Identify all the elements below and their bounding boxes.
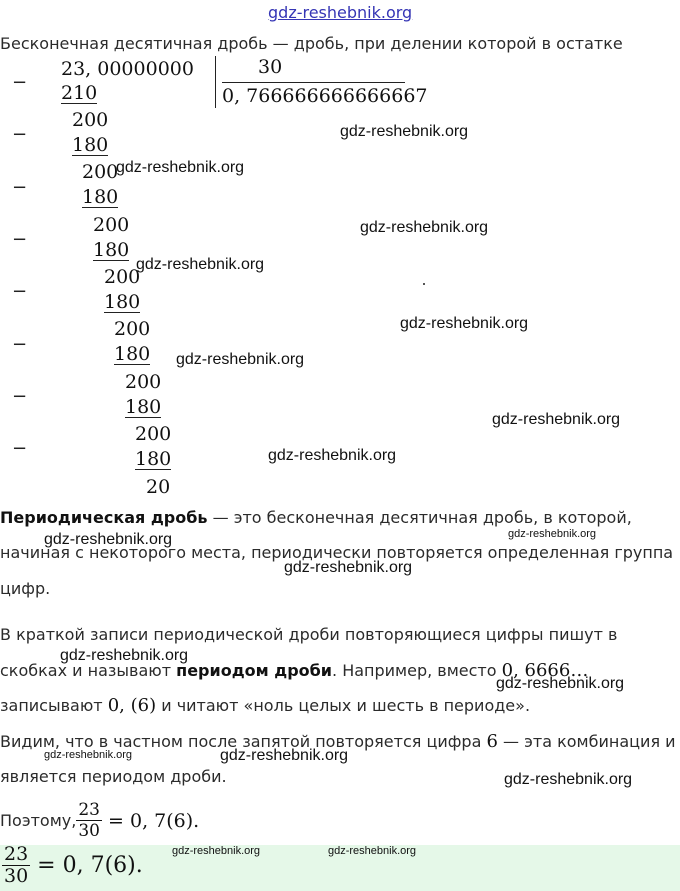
conclusion-line bbox=[0, 800, 199, 841]
period-notation: 0, (6) bbox=[107, 695, 157, 716]
quotient: 0, 766666666666667 bbox=[222, 85, 428, 107]
division-step: 200 bbox=[114, 318, 151, 340]
conclusion-result: = 0, 7(6). bbox=[101, 809, 200, 832]
example-number: 0, 6666… bbox=[501, 660, 589, 681]
division-step: 180 bbox=[125, 396, 162, 418]
division-step: 200 bbox=[125, 371, 162, 393]
minus-sign: − bbox=[12, 438, 28, 459]
watermark: gdz-reshebnik.org bbox=[44, 749, 133, 761]
watermark: gdz-reshebnik.org bbox=[176, 351, 305, 368]
answer-result: = 0, 7(6). bbox=[30, 853, 143, 878]
division-step: 180 bbox=[82, 186, 119, 208]
watermark: gdz-reshebnik.org bbox=[400, 315, 529, 332]
minus-sign: − bbox=[12, 334, 28, 355]
division-step: 200 bbox=[93, 214, 130, 236]
division-step: 180 bbox=[104, 291, 141, 313]
intro-text: Бесконечная десятичная дробь — дробь, при делении которой в остатке bbox=[0, 34, 623, 53]
minus-sign: − bbox=[12, 386, 28, 407]
fraction-numerator: 23 bbox=[4, 843, 29, 865]
watermark: gdz-reshebnik.org bbox=[268, 447, 397, 464]
definition-text: — это бесконечная десятичная дробь, в которой, bbox=[207, 508, 632, 527]
watermark: gdz-reshebnik.org bbox=[496, 675, 625, 692]
stray-dot bbox=[423, 283, 425, 285]
fraction-numerator: 23 bbox=[78, 800, 100, 820]
division-step: 180 bbox=[135, 448, 172, 470]
division-step: 210 bbox=[61, 82, 98, 104]
definition-line: цифр. bbox=[0, 579, 51, 598]
conclusion-fraction bbox=[76, 800, 102, 841]
division-step: 20 bbox=[146, 476, 171, 498]
minus-sign: − bbox=[12, 124, 28, 145]
fraction-denominator: 30 bbox=[4, 865, 29, 887]
watermark: gdz-reshebnik.org bbox=[340, 123, 469, 140]
observation-line: является периодом дроби. bbox=[0, 767, 227, 786]
minus-sign: − bbox=[12, 177, 28, 198]
minus-sign: − bbox=[12, 281, 28, 302]
header-watermark-link[interactable]: gdz-reshebnik.org bbox=[268, 3, 413, 22]
division-step: 200 bbox=[72, 109, 109, 131]
definition-line: начиная с некоторого места, периодически повторяется определенная группа bbox=[0, 543, 674, 562]
division-step: 200 bbox=[104, 266, 141, 288]
period-line bbox=[0, 697, 530, 715]
conclusion-prefix: Поэтому, bbox=[0, 810, 77, 830]
watermark: gdz-reshebnik.org bbox=[504, 771, 633, 788]
minus-sign: − bbox=[12, 229, 28, 250]
division-step: 180 bbox=[93, 239, 130, 261]
watermark: gdz-reshebnik.org bbox=[60, 647, 189, 664]
watermark: gdz-reshebnik.org bbox=[328, 845, 417, 857]
answer-fraction bbox=[2, 844, 30, 887]
definition-line bbox=[0, 509, 632, 527]
division-horizontal-line bbox=[222, 82, 405, 83]
fraction-denominator: 30 bbox=[78, 821, 100, 841]
period-line: В краткой записи периодической дроби повторяющиеся цифры пишут в bbox=[0, 625, 618, 644]
definition-term: Периодическая дробь bbox=[0, 508, 208, 527]
watermark: gdz-reshebnik.org bbox=[492, 411, 621, 428]
watermark: gdz-reshebnik.org bbox=[284, 559, 413, 576]
period-term: периодом дроби bbox=[176, 661, 333, 680]
observation-text: Видим, что в частном после запятой повторяется цифра bbox=[0, 732, 487, 751]
watermark: gdz-reshebnik.org bbox=[508, 528, 597, 540]
watermark: gdz-reshebnik.org bbox=[172, 845, 261, 857]
division-step: 180 bbox=[72, 134, 109, 156]
observation-text: — эта комбинация и bbox=[497, 732, 676, 751]
division-step: 180 bbox=[114, 343, 151, 365]
watermark: gdz-reshebnik.org bbox=[116, 159, 245, 176]
period-text: скобках и называют bbox=[0, 661, 177, 680]
division-vertical-line bbox=[215, 56, 216, 108]
divisor: 30 bbox=[258, 56, 283, 78]
repeating-digit: 6 bbox=[486, 731, 498, 752]
dividend: 23, 00000000 bbox=[61, 58, 194, 80]
division-step: 200 bbox=[82, 161, 119, 183]
watermark: gdz-reshebnik.org bbox=[220, 747, 349, 764]
answer-line bbox=[2, 844, 143, 887]
watermark: gdz-reshebnik.org bbox=[360, 219, 489, 236]
watermark: gdz-reshebnik.org bbox=[136, 256, 265, 273]
period-text: и читают «ноль целых и шесть в периоде». bbox=[156, 696, 531, 715]
minus-sign: − bbox=[12, 72, 28, 93]
division-step: 200 bbox=[135, 423, 172, 445]
period-text: записывают bbox=[0, 696, 108, 715]
watermark: gdz-reshebnik.org bbox=[44, 531, 173, 548]
period-text: . Например, вместо bbox=[332, 661, 502, 680]
